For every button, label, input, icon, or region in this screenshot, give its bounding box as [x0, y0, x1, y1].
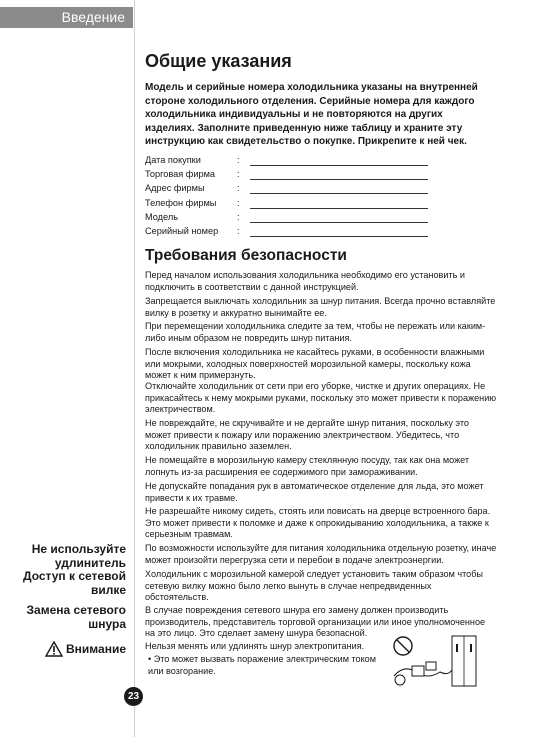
form-label: Телефон фирмы: [145, 197, 217, 208]
form-label: Торговая фирма: [145, 169, 216, 180]
no-extension-cord-illustration: [386, 632, 484, 690]
warning-triangle-icon: [45, 641, 63, 657]
safety-paragraph: Не повреждайте, не скручивайте и не дергайте шнур питания, поскольку это может привести к пожару или поражению электричеством. Убедитесь, что холодильник правильно заземлен.: [145, 418, 469, 452]
form-colon: :: [237, 211, 240, 222]
safety-bullet: • Это может вызвать поражение электрическим током или возгорание.: [148, 654, 376, 676]
form-colon: :: [237, 155, 240, 165]
safety-paragraph: При перемещении холодильника следите за тем, чтобы не пережать или каким-либо иным образом не повредить шнур питания.: [145, 321, 486, 343]
form-label: Адрес фирмы: [145, 183, 205, 194]
safety-paragraph: Перед началом использования холодильника необходимо его установить и подключить в соответствии с данной инструкцией.: [145, 270, 465, 292]
side-note-extension: Не используйте удлинитель: [31, 542, 126, 570]
form-row-address: [145, 182, 435, 196]
general-intro: Модель и серийные номера холодильника указаны на внутренней стороне холодильного отделения. Серийные номера для каждого холодильника индивидуальны и не повторяются на других изделиях. Заполните приведенную ниже таблицу и храните эту инструкцию как свидетельство о покупке. Прикрепите к ней чек.: [145, 82, 478, 147]
form-row-store: [145, 168, 435, 182]
form-fill-line[interactable]: [250, 208, 428, 209]
warning-label: Внимание: [66, 642, 126, 656]
warning-note: [45, 641, 126, 657]
safety-paragraph: Запрещается выключать холодильник за шнур питания. Всегда прочно вставляйте вилку в розетку и аккуратно вынимайте ее.: [145, 296, 496, 318]
safety-paragraph: Не допускайте попадания рук в автоматическое отделение для льда, это может привести к их травме.: [145, 481, 484, 503]
page-number: 23: [124, 687, 143, 706]
form-fill-line[interactable]: [250, 222, 428, 223]
form-row-serial: [145, 225, 435, 239]
safety-paragraph: Холодильник с морозильной камерой следует установить таким образом чтобы сетевую вилку можно было легко вынуть в случае непредвиденных обстоятельств.: [145, 569, 483, 603]
form-row-phone: [145, 197, 435, 211]
purchase-form: [145, 154, 435, 239]
section-tab: Введение: [0, 7, 133, 28]
safety-paragraph: В случае повреждения сетевого шнура его замену должен производить производитель, представитель торговой организации или иное уполномоченное на это лицо. Это сделает замену шнура безопасной.: [145, 605, 486, 639]
side-note-cord: Замена сетевого шнура: [26, 603, 126, 631]
form-fill-line[interactable]: [250, 193, 428, 194]
form-colon: :: [237, 225, 240, 236]
safety-paragraph: Не разрешайте никому сидеть, стоять или повисать на дверце встроенного бара. Это может привести к поломке и даже к опрокидыванию холодильника, а также к серьезным травмам.: [145, 506, 491, 540]
form-colon: :: [237, 169, 240, 180]
sidebar: [0, 0, 135, 737]
safety-paragraph: После включения холодильника не касайтесь руками, в особенности влажными или мокрыми, холодных поверхностей морозильной камеры, поскольку кожа может к ним примерзнуть.: [145, 347, 485, 381]
form-label: Серийный номер: [145, 225, 219, 236]
form-colon: :: [237, 197, 240, 208]
safety-paragraph: Отключайте холодильник от сети при его уборке, чистке и других операциях. Не прикасайтесь к нему мокрыми руками, поскольку это может привести к поражению электричеством.: [145, 381, 497, 415]
form-row-date: [145, 154, 435, 168]
form-fill-line[interactable]: [250, 179, 428, 180]
safety-title: Требования безопасности: [145, 247, 347, 264]
form-fill-line[interactable]: [250, 236, 428, 237]
form-row-model: [145, 211, 435, 225]
safety-paragraph: Нельзя менять или удлинять шнур электропитания.: [145, 641, 365, 651]
safety-paragraph: По возможности используйте для питания холодильника отдельную розетку, иначе может произойти перегрузка сети и перебои в подаче электроэнергии.: [145, 543, 497, 565]
side-note-plug: Доступ к сетевой вилке: [23, 569, 126, 597]
safety-paragraph: Не помещайте в морозильную камеру стеклянную посуду, так как она может лопнуть из-за расширения ее содержимого при замораживании.: [145, 455, 470, 477]
form-colon: :: [237, 183, 240, 194]
form-fill-line[interactable]: [250, 165, 428, 166]
general-title: Общие указания: [145, 51, 292, 71]
form-label: Дата покупки: [145, 155, 201, 165]
form-label: Модель: [145, 211, 178, 222]
